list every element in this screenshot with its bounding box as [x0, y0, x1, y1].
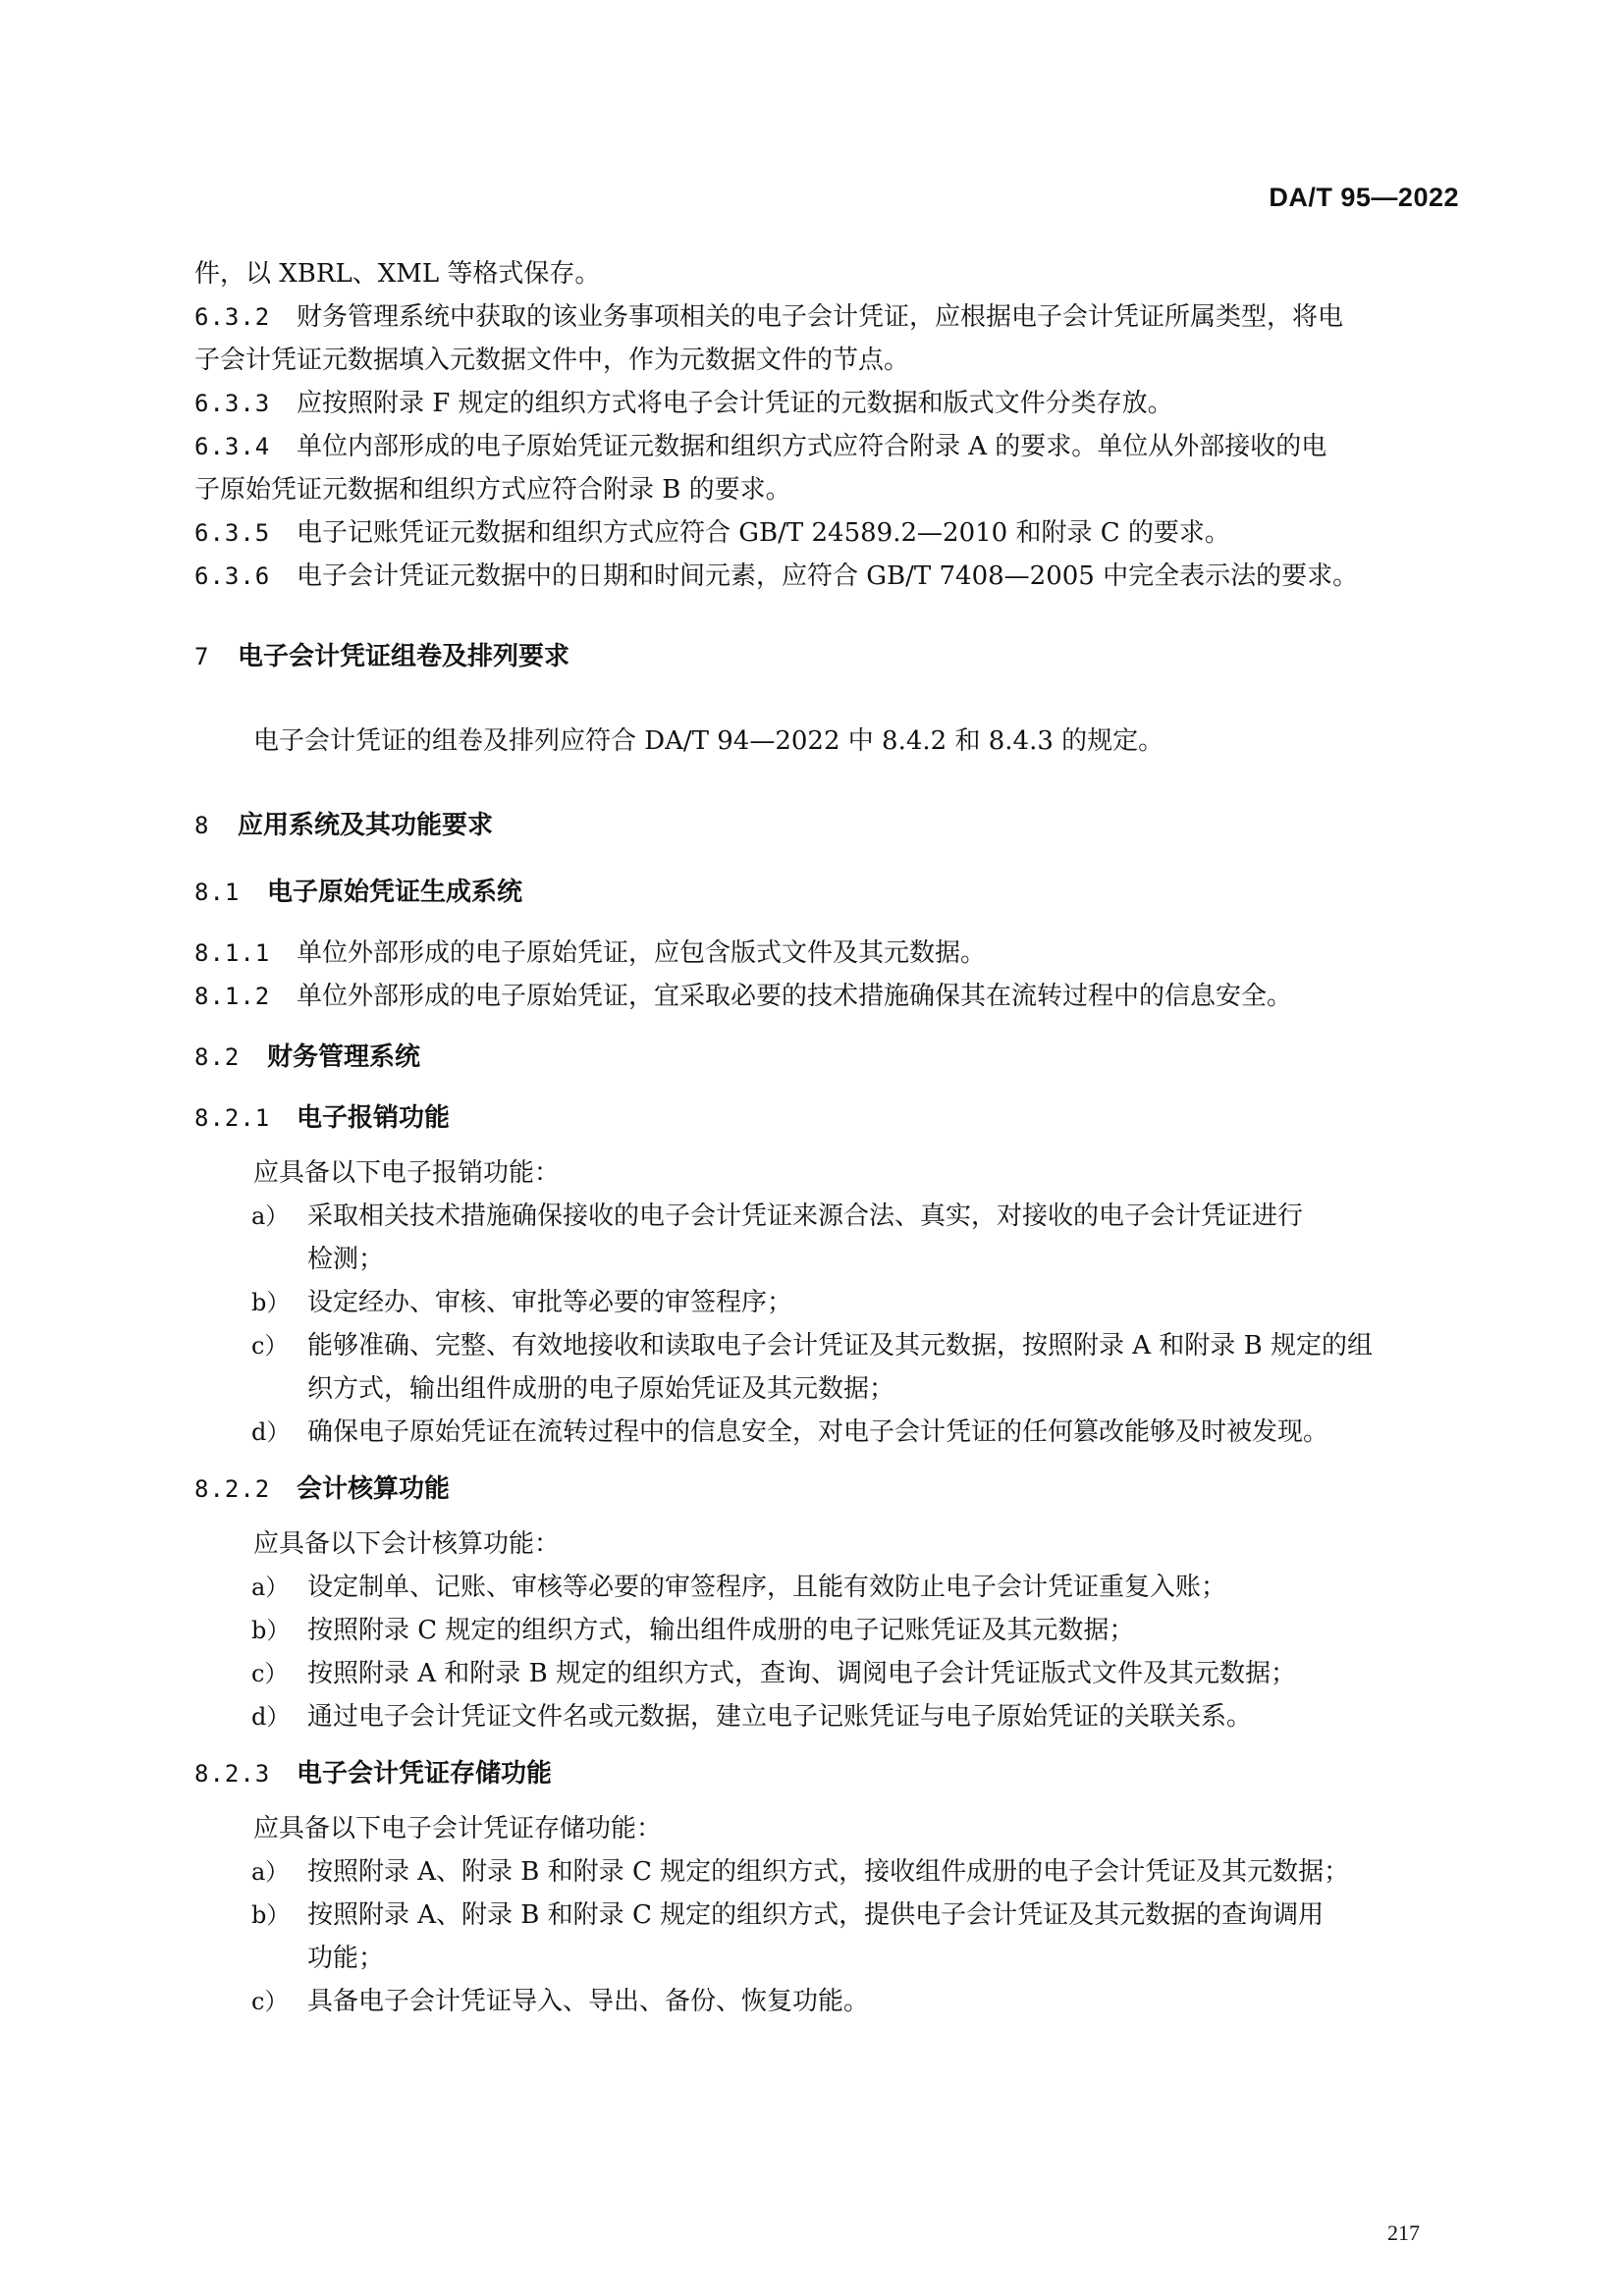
section-number: 7 — [194, 643, 210, 670]
list-item — [194, 1657, 1461, 1690]
list-item — [194, 1415, 1461, 1449]
clause-number: 6.3.3 — [194, 390, 271, 417]
clause-number: 8.1.2 — [194, 983, 271, 1010]
document-code: DA/T 95—2022 — [1269, 183, 1459, 212]
list-label: a） — [251, 1574, 290, 1601]
section-title: 电子会计凭证组卷及排列要求 — [238, 642, 570, 671]
clause-8-1-1 — [194, 936, 1461, 970]
list-label: c） — [251, 1332, 289, 1360]
list-text: 设定制单、记账、审核等必要的审签程序，且能有效防止电子会计凭证重复入账； — [307, 1573, 1227, 1602]
list-item — [194, 1329, 1461, 1362]
list-text: 功能； — [307, 1944, 385, 1973]
list-text: 能够准确、完整、有效地接收和读取电子会计凭证及其元数据，按照附录 A 和附录 B 规定的组 — [307, 1331, 1373, 1361]
clause-text: 电子记账凭证元数据和组织方式应符合 GB/T 24589.2—2010 和附录 C 的要求。 — [297, 518, 1230, 548]
list-label: c） — [251, 1660, 289, 1687]
list-intro: 应具备以下电子报销功能： — [253, 1158, 561, 1188]
list-item — [194, 1855, 1461, 1889]
list-text: 采取相关技术措施确保接收的电子会计凭证来源合法、真实，对接收的电子会计凭证进行 — [307, 1201, 1304, 1231]
paragraph: 电子会计凭证的组卷及排列应符合 DA/T 94—2022 中 8.4.2 和 8.4.3 的规定。 — [253, 726, 1164, 756]
list-item — [194, 1614, 1461, 1647]
list-text: 按照附录 A 和附录 B 规定的组织方式，查询、调阅电子会计凭证版式文件及其元数据； — [307, 1659, 1296, 1688]
clause-text: 应按照附录 F 规定的组织方式将电子会计凭证的元数据和版式文件分类存放。 — [297, 389, 1173, 418]
list-item-cont — [194, 1372, 1461, 1406]
section-heading-8-2-3 — [194, 1757, 1461, 1790]
clause-6-3-6 — [194, 560, 1461, 593]
section-title: 电子原始凭证生成系统 — [267, 878, 523, 907]
clause-number: 6.3.6 — [194, 562, 271, 590]
list-text: 织方式，输出组件成册的电子原始凭证及其元数据； — [307, 1374, 895, 1404]
clause-text: 单位外部形成的电子原始凭证，应包含版式文件及其元数据。 — [297, 938, 987, 968]
list-label: b） — [251, 1617, 291, 1644]
list-item — [194, 1571, 1461, 1604]
page-body — [194, 257, 1461, 2028]
list-text: 按照附录 C 规定的组织方式，输出组件成册的电子记账凭证及其元数据； — [307, 1616, 1135, 1645]
clause-number: 6.3.4 — [194, 433, 271, 460]
section-number: 8.2.1 — [194, 1104, 271, 1132]
list-item — [194, 1200, 1461, 1233]
clause-8-1-2 — [194, 980, 1461, 1013]
list-text: 确保电子原始凭证在流转过程中的信息安全，对电子会计凭证的任何篡改能够及时被发现。 — [307, 1417, 1329, 1447]
list-intro: 应具备以下电子会计凭证存储功能： — [253, 1814, 663, 1843]
list-item — [194, 1898, 1461, 1932]
page-number: 217 — [1387, 2220, 1420, 2245]
clause-number: 6.3.5 — [194, 519, 271, 547]
list-item — [194, 1700, 1461, 1734]
list-text: 按照附录 A、附录 B 和附录 C 规定的组织方式，提供电子会计凭证及其元数据的查询调用 — [307, 1900, 1325, 1930]
section-number: 8.2.2 — [194, 1475, 271, 1503]
clause-6-3-3 — [194, 387, 1461, 420]
section-title: 电子会计凭证存储功能 — [297, 1759, 553, 1789]
clause-number: 6.3.2 — [194, 303, 271, 331]
section-heading-8-2 — [194, 1041, 1461, 1074]
clause-6-3-5 — [194, 516, 1461, 550]
clause-text: 单位内部形成的电子原始凭证元数据和组织方式应符合附录 A 的要求。单位从外部接收的电 — [297, 432, 1327, 461]
clause-6-3-4-cont: 子原始凭证元数据和组织方式应符合附录 B 的要求。 — [194, 475, 791, 505]
list-text: 按照附录 A、附录 B 和附录 C 规定的组织方式，接收组件成册的电子会计凭证及其元数据； — [307, 1857, 1350, 1887]
clause-6-3-2-cont: 子会计凭证元数据填入元数据文件中，作为元数据文件的节点。 — [194, 346, 910, 375]
list-label: d） — [251, 1418, 291, 1446]
list-text: 具备电子会计凭证导入、导出、备份、恢复功能。 — [307, 1987, 870, 2016]
clause-6-3-2 — [194, 300, 1461, 334]
section-title: 电子报销功能 — [297, 1103, 451, 1133]
list-item-cont — [194, 1942, 1461, 1975]
list-label: d） — [251, 1703, 291, 1731]
clause-6-3-4 — [194, 430, 1461, 463]
list-item — [194, 1286, 1461, 1319]
clause-number: 8.1.1 — [194, 939, 271, 967]
section-heading-8 — [194, 809, 1461, 842]
list-label: c） — [251, 1988, 289, 2015]
section-number: 8.1 — [194, 879, 241, 906]
section-number: 8 — [194, 812, 210, 839]
section-heading-8-2-1 — [194, 1101, 1461, 1135]
list-text: 检测； — [307, 1245, 385, 1274]
section-title: 应用系统及其功能要求 — [238, 811, 494, 840]
section-heading-7 — [194, 640, 1461, 673]
paragraph: 件，以 XBRL、XML 等格式保存。 — [194, 259, 601, 289]
list-label: b） — [251, 1901, 291, 1929]
clause-text: 财务管理系统中获取的该业务事项相关的电子会计凭证，应根据电子会计凭证所属类型，将电 — [297, 302, 1344, 332]
section-heading-8-2-2 — [194, 1472, 1461, 1506]
list-intro: 应具备以下会计核算功能： — [253, 1529, 561, 1559]
section-heading-8-1 — [194, 876, 1461, 909]
list-label: a） — [251, 1858, 290, 1886]
list-text: 通过电子会计凭证文件名或元数据，建立电子记账凭证与电子原始凭证的关联关系。 — [307, 1702, 1253, 1732]
list-item — [194, 1985, 1461, 2018]
list-item-cont — [194, 1243, 1461, 1276]
clause-text: 单位外部形成的电子原始凭证，宜采取必要的技术措施确保其在流转过程中的信息安全。 — [297, 982, 1293, 1011]
list-text: 设定经办、审核、审批等必要的审签程序； — [307, 1288, 793, 1317]
list-label: b） — [251, 1289, 291, 1316]
section-number: 8.2 — [194, 1043, 241, 1071]
section-number: 8.2.3 — [194, 1760, 271, 1788]
list-label: a） — [251, 1202, 290, 1230]
clause-text: 电子会计凭证元数据中的日期和时间元素，应符合 GB/T 7408—2005 中完全表示法的要求。 — [297, 561, 1359, 591]
section-title: 会计核算功能 — [297, 1474, 451, 1504]
section-title: 财务管理系统 — [267, 1042, 421, 1072]
